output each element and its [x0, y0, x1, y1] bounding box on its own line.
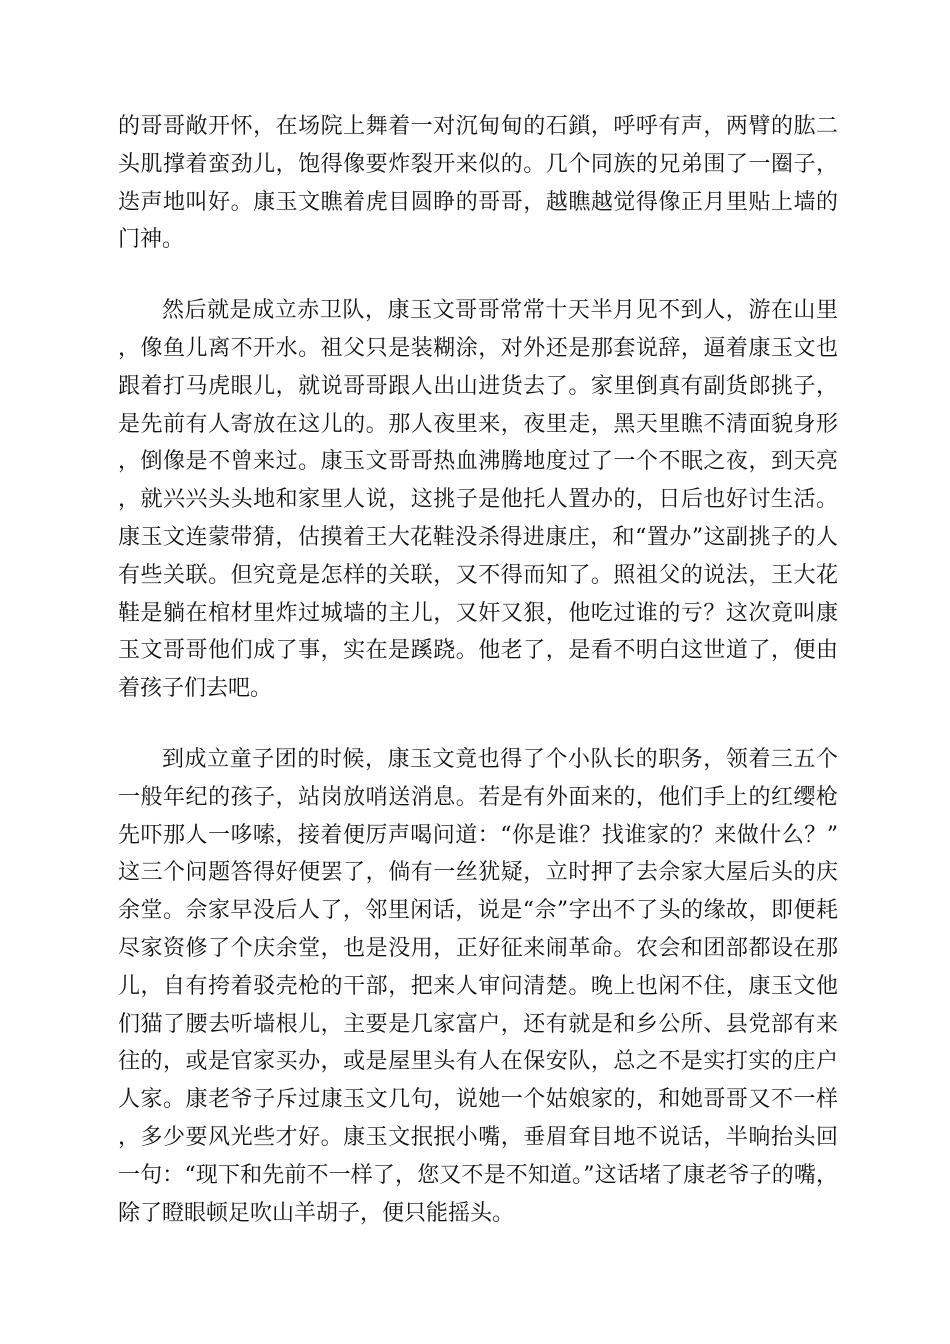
paragraph-2: 然后就是成立赤卫队，康玉文哥哥常常十天半月见不到人，游在山里，像鱼儿离不开水。祖父只是装糊涂，对外还是那套说辞，逼着康玉文也跟着打马虎眼儿，就说哥哥跟人出山进货去了。家里倒真有副货郎挑子，是先前有人寄放在这儿的。那人夜里来，夜里走，黑天里瞧不清面貌身形，倒像是不曾来过。康玉文哥哥热血沸腾地度过了一个不眠之夜，到天亮，就兴兴头头地和家里人说，这挑子是他托人置办的，日后也好讨生活。康玉文连蒙带猜，估摸着王大花鞋没杀得进康庄，和“置办”这副挑子的人有些关联。但究竟是怎样的关联，又不得而知了。照祖父的说法，王大花鞋是躺在棺材里炸过城墙的主儿，又奸又狠，他吃过谁的亏？这次竟叫康玉文哥哥他们成了事，实在是蹊跷。他老了，是看不明白这世道了，便由着孩子们去吧。 — [118, 298, 838, 702]
paragraph-1: 的哥哥敞开怀，在场院上舞着一对沉甸甸的石鎖，呼呼有声，两臂的肱二头肌撑着蛮劲儿，饱得像要炸裂开来似的。几个同族的兄弟围了一圈子，迭声地叫好。康玉文瞧着虎目圆睁的哥哥，越瞧越觉得像正月里贴上墙的门神。 — [118, 114, 838, 253]
body-text — [118, 108, 838, 1265]
paragraph-3: 到成立童子团的时候，康玉文竟也得了个小队长的职务，领着三五个一般年纪的孩子，站岗放哨送消息。若是有外面来的，他们手上的红缨枪先吓那人一哆嗦，接着便厉声喝问道：“你是谁？找谁家的？来做什么？”这三个问题答得好便罢了，倘有一丝犹疑，立时押了去佘家大屋后头的庆余堂。佘家早没后人了，邻里闲话，说是“佘”字出不了头的缘故，即便耗尽家资修了个庆余堂，也是没用，正好征来闹革命。农会和团部都设在那儿，自有挎着驳壳枪的干部，把来人审问清楚。晚上也闲不住，康玉文他们猫了腰去听墙根儿，主要是几家富户，还有就是和乡公所、县党部有来往的，或是官家买办，或是屋里头有人在保安队，总之不是实打实的庄户人家。康老爷子斥过康玉文几句，说她一个姑娘家的，和她哥哥又不一样，多少要风光些才好。康玉文抿抿小嘴，垂眉耷目地不说话，半晌抬头回一句：“现下和先前不一样了，您又不是不知道。”这话堵了康老爷子的嘴，除了瞪眼顿足吹山羊胡子，便只能摇头。 — [118, 746, 838, 1226]
